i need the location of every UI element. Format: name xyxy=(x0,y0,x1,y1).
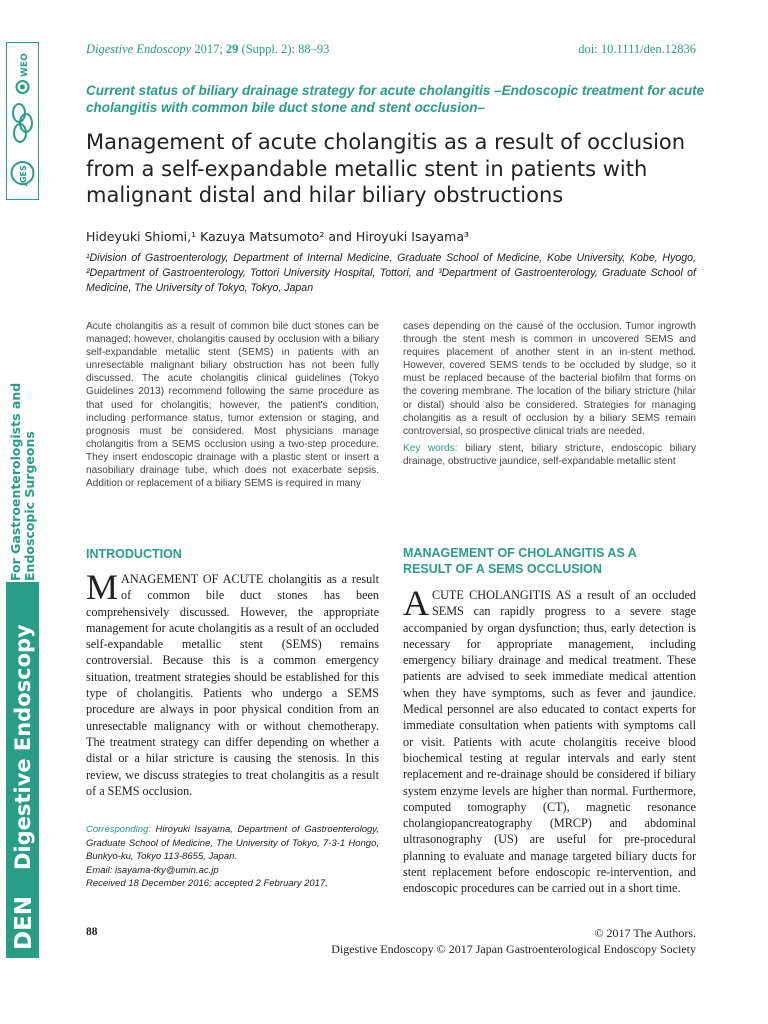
management-dropcap: A xyxy=(403,583,429,623)
management-text: CUTE CHOLANGITIS AS a result of an occluded SEMS can rapidly progress to a severe stage accompanied by organ dysfunction; thus, early detection is necessary for appropriate management, including emergency biliary drainage and medical treatment. These patients are advised to seek immediate medical attention when they have symptoms, such as fever and jaundice. Medical personnel are also educated to contact experts for immediate consultation when patients with symptoms call or visit. Patients with acute cholangitis receive blood biochemical testing at regular intervals and early stent replacement and re-drainage should be considered if biliary system enzyme levels are higher than normal. Furthermore, computed tomography (CT), magnetic resonance cholangiopancreatography (MRCP) and abdominal ultrasonography (US) are useful for pre-procedural planning to evaluate and manage targeted biliary ducts for stent replacement before endoscopic re-intervention, and endoscopic procedures can be carried out in a short time. xyxy=(403,588,696,896)
sidebar-abbrev: DEN xyxy=(11,895,37,950)
weo-logo xyxy=(10,47,35,95)
intro-text: ANAGEMENT OF ACUTE cholangitis as a result of common bile duct stones has been comprehensively discussed. However, the appropriate management for acute cholangitis as a result of an occluded self-expandable metallic stent (SEMS) remains controversial. Because this is a common emergency situation, treatment strategies should be established for this type of cholangitis. Patients who undergo a SEMS procedure are always in poor physical condition from an unresectable malignancy with or without chemotherapy. The treatment strategy can differ depending on whether a distal or a hilar stricture is causing the stenosis. In this review, we discuss strategies to treat cholangitis as a result of a SEMS occlusion. xyxy=(86,572,379,798)
copyright-society: Digestive Endoscopy © 2017 Japan Gastroenterological Endoscopy Society xyxy=(331,942,696,956)
flags-emblem xyxy=(10,101,35,145)
keywords-text: biliary stent, biliary stricture, endoscopic biliary drainage, obstructive jaundice, self-expandable metallic stent xyxy=(403,442,696,467)
keywords xyxy=(403,442,696,468)
journal-volume: 29 xyxy=(225,42,239,56)
copyright-authors: © 2017 The Authors. xyxy=(594,926,696,940)
sidebar-subtitle-line1: For Gastroenterologists and xyxy=(8,382,23,581)
intro-dropcap: M xyxy=(86,567,119,607)
intro-heading: INTRODUCTION xyxy=(86,547,182,561)
journal-citation xyxy=(86,42,329,57)
flags-emblem-icon xyxy=(10,101,35,145)
management-heading: MANAGEMENT OF CHOLANGITIS AS A RESULT OF A SEMS OCCLUSION xyxy=(403,546,637,576)
abstract-col2 xyxy=(403,320,696,468)
series-title: Current status of biliary drainage strategy for acute cholangitis –Endoscopic treatment for acute cholangitis with common bile duct stone and stent occlusion– xyxy=(86,83,705,115)
weo-logo-icon xyxy=(10,47,35,95)
affiliations: ¹Division of Gastroenterology, Department of Internal Medicine, Graduate School of Medicine, Kobe University, Kobe, Hyogo, ²Department of Gastroenterology, Tottori University Hospital, Tottori, and ³Department of Gastroenterology, Graduate School of Medicine, The University of Tokyo, Tokyo, Japan xyxy=(86,252,696,294)
page-number: 88 xyxy=(86,926,98,938)
journal-year: 2017; xyxy=(194,42,223,56)
abstract-col2-text: cases depending on the cause of the occlusion. Tumor ingrowth through the stent mesh is common in uncovered SEMS and requires placement of another stent in an in-stent method. However, covered SEMS tends to be occluded by sludge, so it must be replaced because of the bacterial biofilm that forms on the covering membrane. The location of the biliary stricture (hilar or distal) should also be considered. Strategies for managing cholangitis as a result of occlusion by a biliary SEMS remain controversial, so prospective clinical trials are needed. xyxy=(403,321,696,437)
weo-logo-text: WEO xyxy=(20,53,30,77)
management-body xyxy=(403,583,696,897)
journal-title: Digestive Endoscopy xyxy=(86,42,192,56)
jges-logo-text: JGES xyxy=(19,165,28,186)
keywords-label: Key words: xyxy=(403,442,458,454)
journal-name-bar xyxy=(6,582,39,958)
journal-issue-pages: (Suppl. 2): 88–93 xyxy=(241,42,330,56)
society-logos xyxy=(6,42,39,200)
sidebar-subtitle-line2: Endoscopic Surgeons xyxy=(22,431,37,581)
abstract-col1: Acute cholangitis as a result of common bile duct stones can be managed; however, cholangitis caused by occlusion with a biliary self-expandable metallic stent (SEMS) in patients with an unresectable malignant biliary obstruction has not been fully discussed. The acute cholangitis clinical guidelines (Tokyo Guidelines 2013) recommend following the same procedure as that used for cholangitis; however, the patient's condition, including performance status, tumor extension or staging, and prognosis must be considered. Most physicians manage cholangitis from a SEMS occlusion using a two-step procedure. They insert endoscopic drainage with a plastic stent or insert a nasobiliary drainage tube, which does not exacerbate sepsis. Addition or replacement of a biliary SEMS is required in many xyxy=(86,321,379,490)
correspondence-text: Hiroyuki Isayama, Department of Gastroenterology, Graduate School of Medicine, The University of Tokyo, 7-3-1 Hongo, Bunkyo-ku, Tokyo 113-8655, Japan. xyxy=(86,824,379,862)
sidebar-journal-name: Digestive Endoscopy xyxy=(11,624,35,870)
intro-body xyxy=(86,567,379,799)
jges-logo xyxy=(10,151,35,195)
article-title: Management of acute cholangitis as a result of occlusion from a self-expandable metallic stent in patients with malignant distal and hilar biliary obstructions xyxy=(86,130,686,207)
doi[interactable]: doi: 10.1111/den.12836 xyxy=(578,42,696,56)
received-dates: Received 18 December 2016; accepted 2 February 2017. xyxy=(86,878,328,889)
journal-name-bar-svg xyxy=(6,582,39,958)
journal-sidebar xyxy=(0,0,44,1024)
correspondence-label: Corresponding: xyxy=(86,824,151,835)
authors: Hideyuki Shiomi,¹ Kazuya Matsumoto² and Hiroyuki Isayama³ xyxy=(86,229,470,244)
correspondence-email[interactable]: Email: isayama-tky@umin.ac.jp xyxy=(86,864,219,876)
jges-logo-icon xyxy=(10,151,35,195)
correspondence xyxy=(86,823,379,891)
